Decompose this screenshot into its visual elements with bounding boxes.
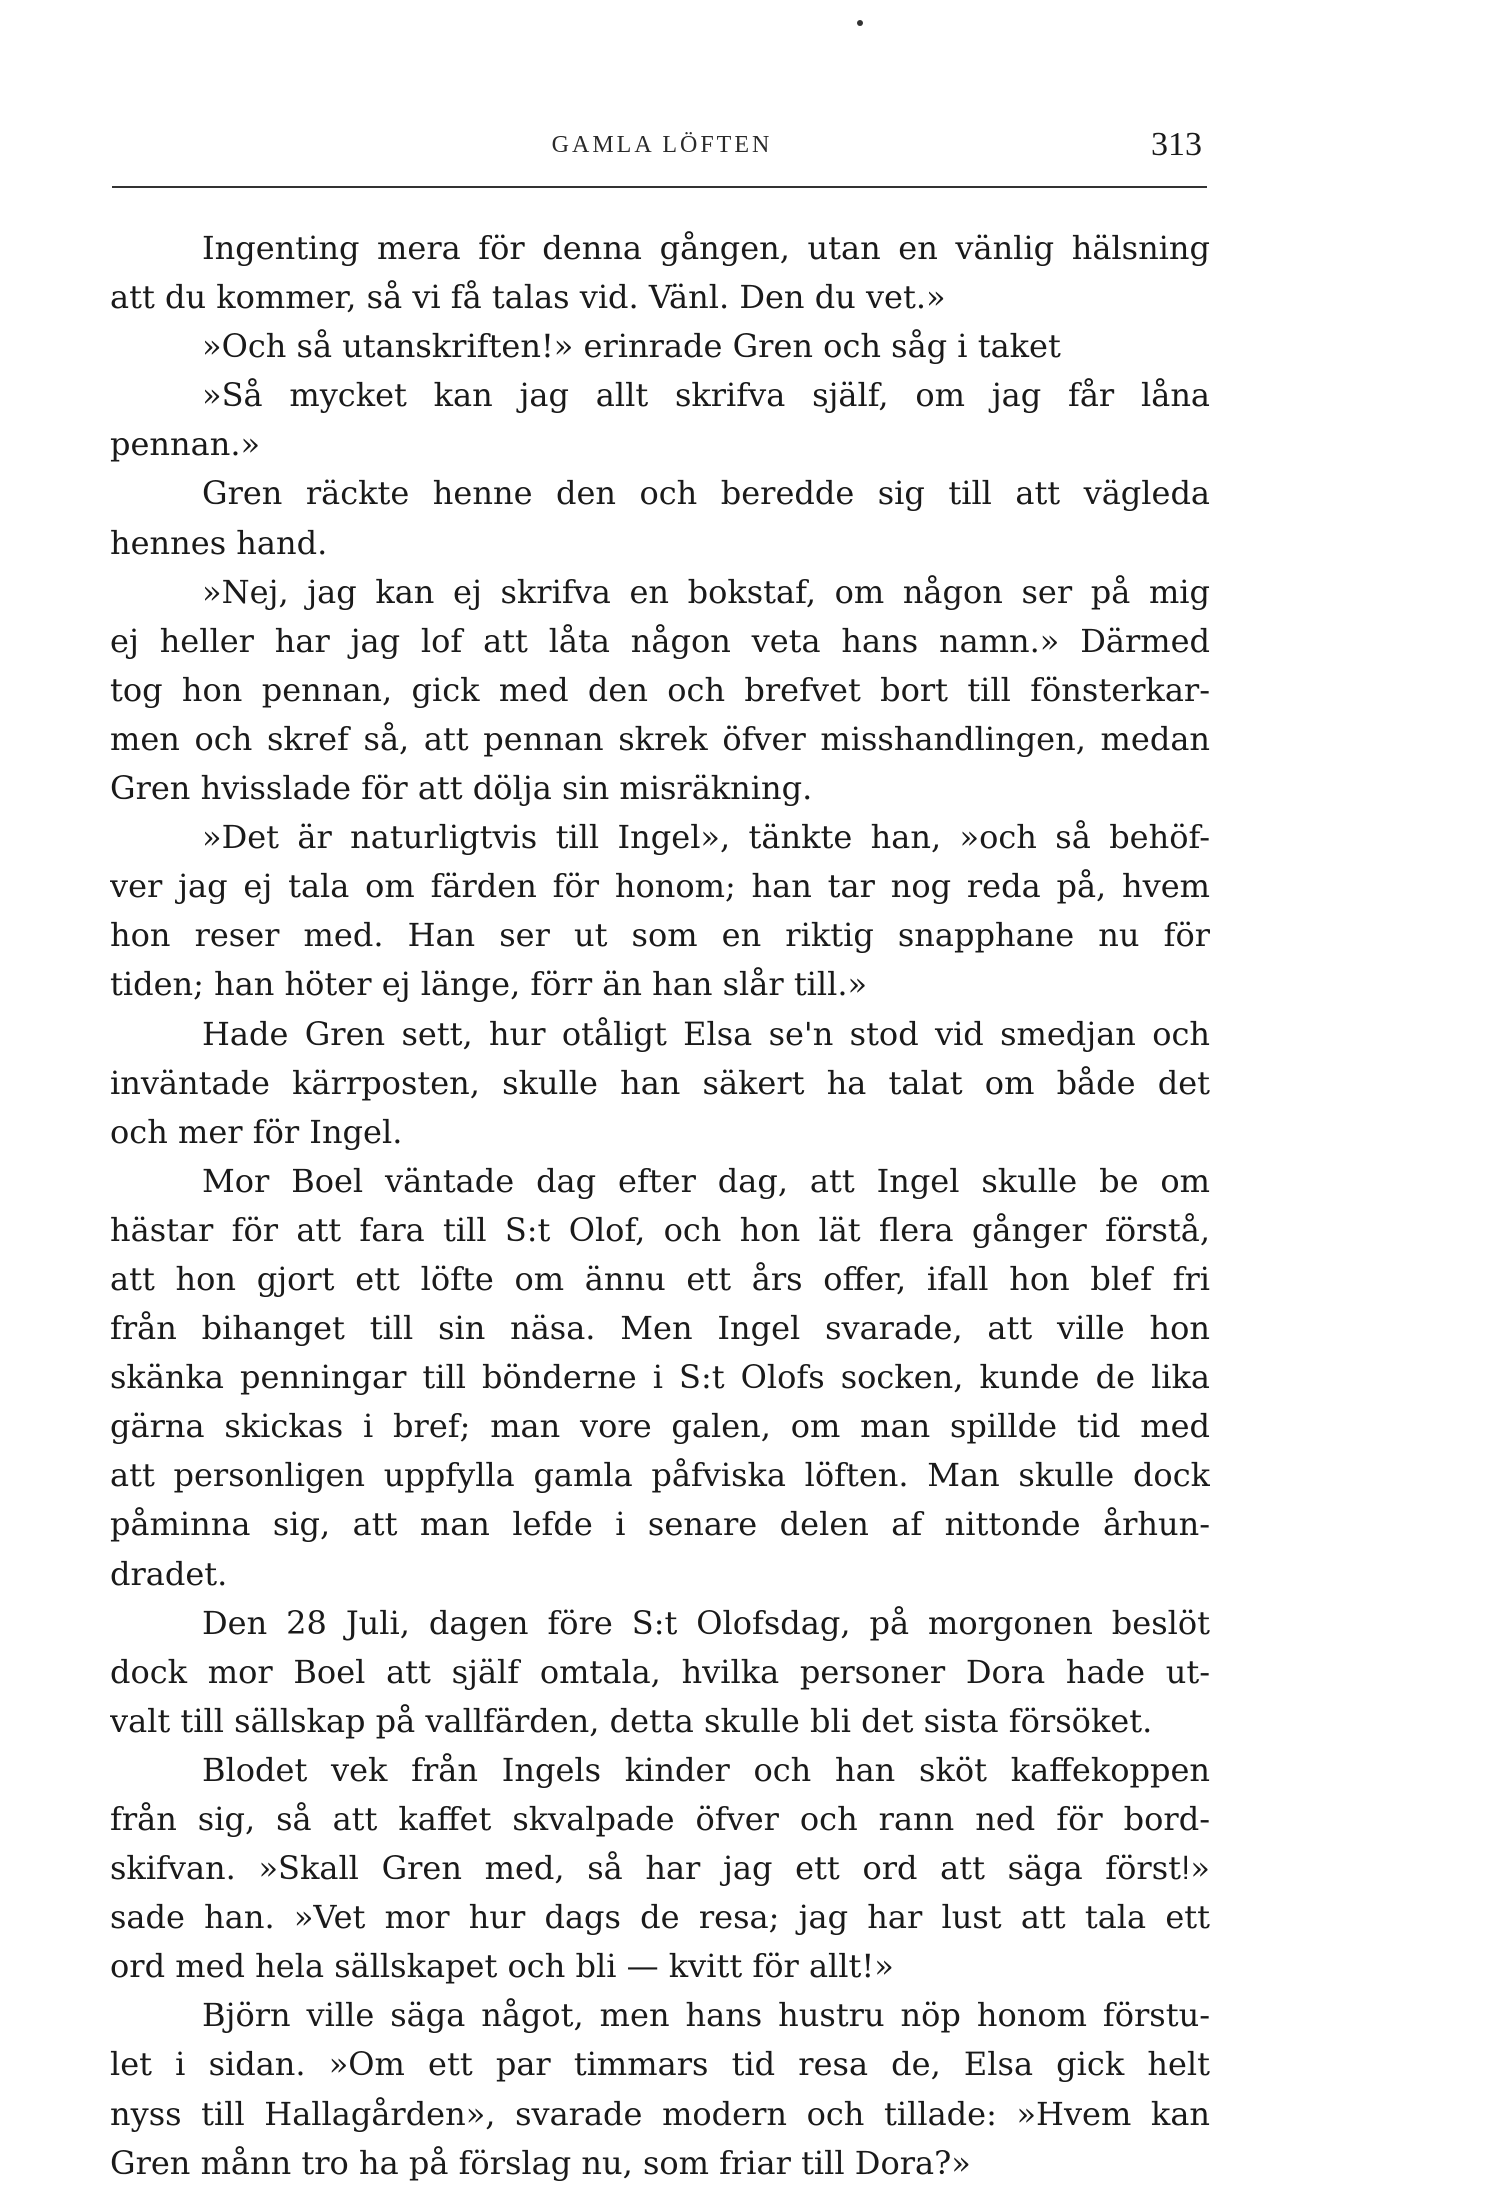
text-line: skänka penningar till bönderne i S:t Olofs socken, kunde de lika [110,1358,1210,1397]
text-line: hästar för att fara till S:t Olof, och hon lät flera gånger förstå, [110,1210,1210,1249]
text-line: tog hon pennan, gick med den och brefvet bort till fönsterkar- [110,670,1210,709]
text-line: att hon gjort ett löfte om ännu ett års offer, ifall hon blef fri [110,1259,1210,1298]
text-line: pennan.» [110,425,261,464]
text-line: let i sidan. »Om ett par timmars tid resa de, Elsa gick helt [110,2045,1210,2084]
text-line: påminna sig, att man lefde i senare delen af nittonde århun- [110,1505,1210,1544]
text-line: Gren månn tro ha på förslag nu, som friar till Dora?» [110,2143,971,2182]
text-line: »Nej, jag kan ej skrifva en bokstaf, om någon ser på mig [202,572,1210,611]
text-line: tiden; han höter ej länge, förr än han slår till.» [110,965,868,1004]
body-text [110,224,1210,2188]
text-line: ej heller har jag lof att låta någon veta hans namn.» Därmed [110,621,1210,660]
text-line: Gren hvisslade för att dölja sin misräkning. [110,769,813,808]
text-line: inväntade kärrposten, skulle han säkert ha talat om både det [110,1063,1210,1102]
text-line: och mer för Ingel. [110,1112,403,1151]
text-line: från sig, så att kaffet skvalpade öfver och rann ned för bord- [110,1800,1210,1838]
text-line: att du kommer, så vi få talas vid. Vänl. Den du vet.» [110,278,946,317]
text-line: Björn ville säga något, men hans hustru nöp honom förstu- [202,1996,1210,2035]
text-line: Ingenting mera för denna gången, utan en vänlig hälsning [202,229,1210,267]
text-line: dock mor Boel att själf omtala, hvilka personer Dora hade ut- [110,1652,1210,1691]
running-title: GAMLA LÖFTEN [551,132,773,158]
text-line: »Det är naturligtvis till Ingel», tänkte han, »och så behöf- [202,818,1210,857]
text-line: att personligen uppfylla gamla påfviska löften. Man skulle dock [110,1456,1210,1495]
text-line: Mor Boel väntade dag efter dag, att Ingel skulle be om [202,1161,1210,1200]
text-line: skifvan. »Skall Gren med, så har jag ett ord att säga förstǃ» [110,1849,1210,1888]
text-line: sade han. »Vet mor hur dags de resa; jag har lust att tala ett [110,1898,1210,1937]
text-line: dradet. [110,1554,228,1593]
text-line: Blodet vek från Ingels kinder och han sköt kaffekoppen [202,1750,1210,1789]
text-line: valt till sällskap på vallfärden, detta skulle bli det sista försöket. [110,1701,1153,1740]
text-line: »Så mycket kan jag allt skrifva själf, om jag får låna [202,376,1210,415]
text-line: men och skref så, att pennan skrek öfver misshandlingen, medan [110,719,1210,758]
text-line: hennes hand. [110,523,328,562]
text-line: Gren räckte henne den och beredde sig till att vägleda [202,474,1210,513]
text-line: »Och så utanskriften!» erinrade Gren och såg i taket [202,327,1061,366]
text-line: från bihanget till sin näsa. Men Ingel svarade, att ville hon [110,1309,1210,1348]
text-line: hon reser med. Han ser ut som en riktig snapphane nu för [110,916,1210,955]
header-rule [112,186,1207,188]
text-line: Den 28 Juli, dagen före S:t Olofsdag, på morgonen beslöt [202,1603,1210,1642]
text-line: ord med hela sällskapet och bli — kvitt för allt!» [110,1947,894,1986]
running-head [112,126,1212,176]
text-line: gärna skickas i bref; man vore galen, om man spillde tid med [110,1407,1210,1446]
print-speck [857,20,863,26]
page-number: 313 [1151,126,1202,163]
text-line: nyss till Hallagården», svarade modern och tillade: »Hvem kan [110,2094,1210,2133]
text-line: ver jag ej tala om färden för honom; han tar nog redа på, hvem [110,867,1210,906]
text-line: Hade Gren sett, hur otåligt Elsa se'n stod vid smedjan och [202,1014,1210,1053]
